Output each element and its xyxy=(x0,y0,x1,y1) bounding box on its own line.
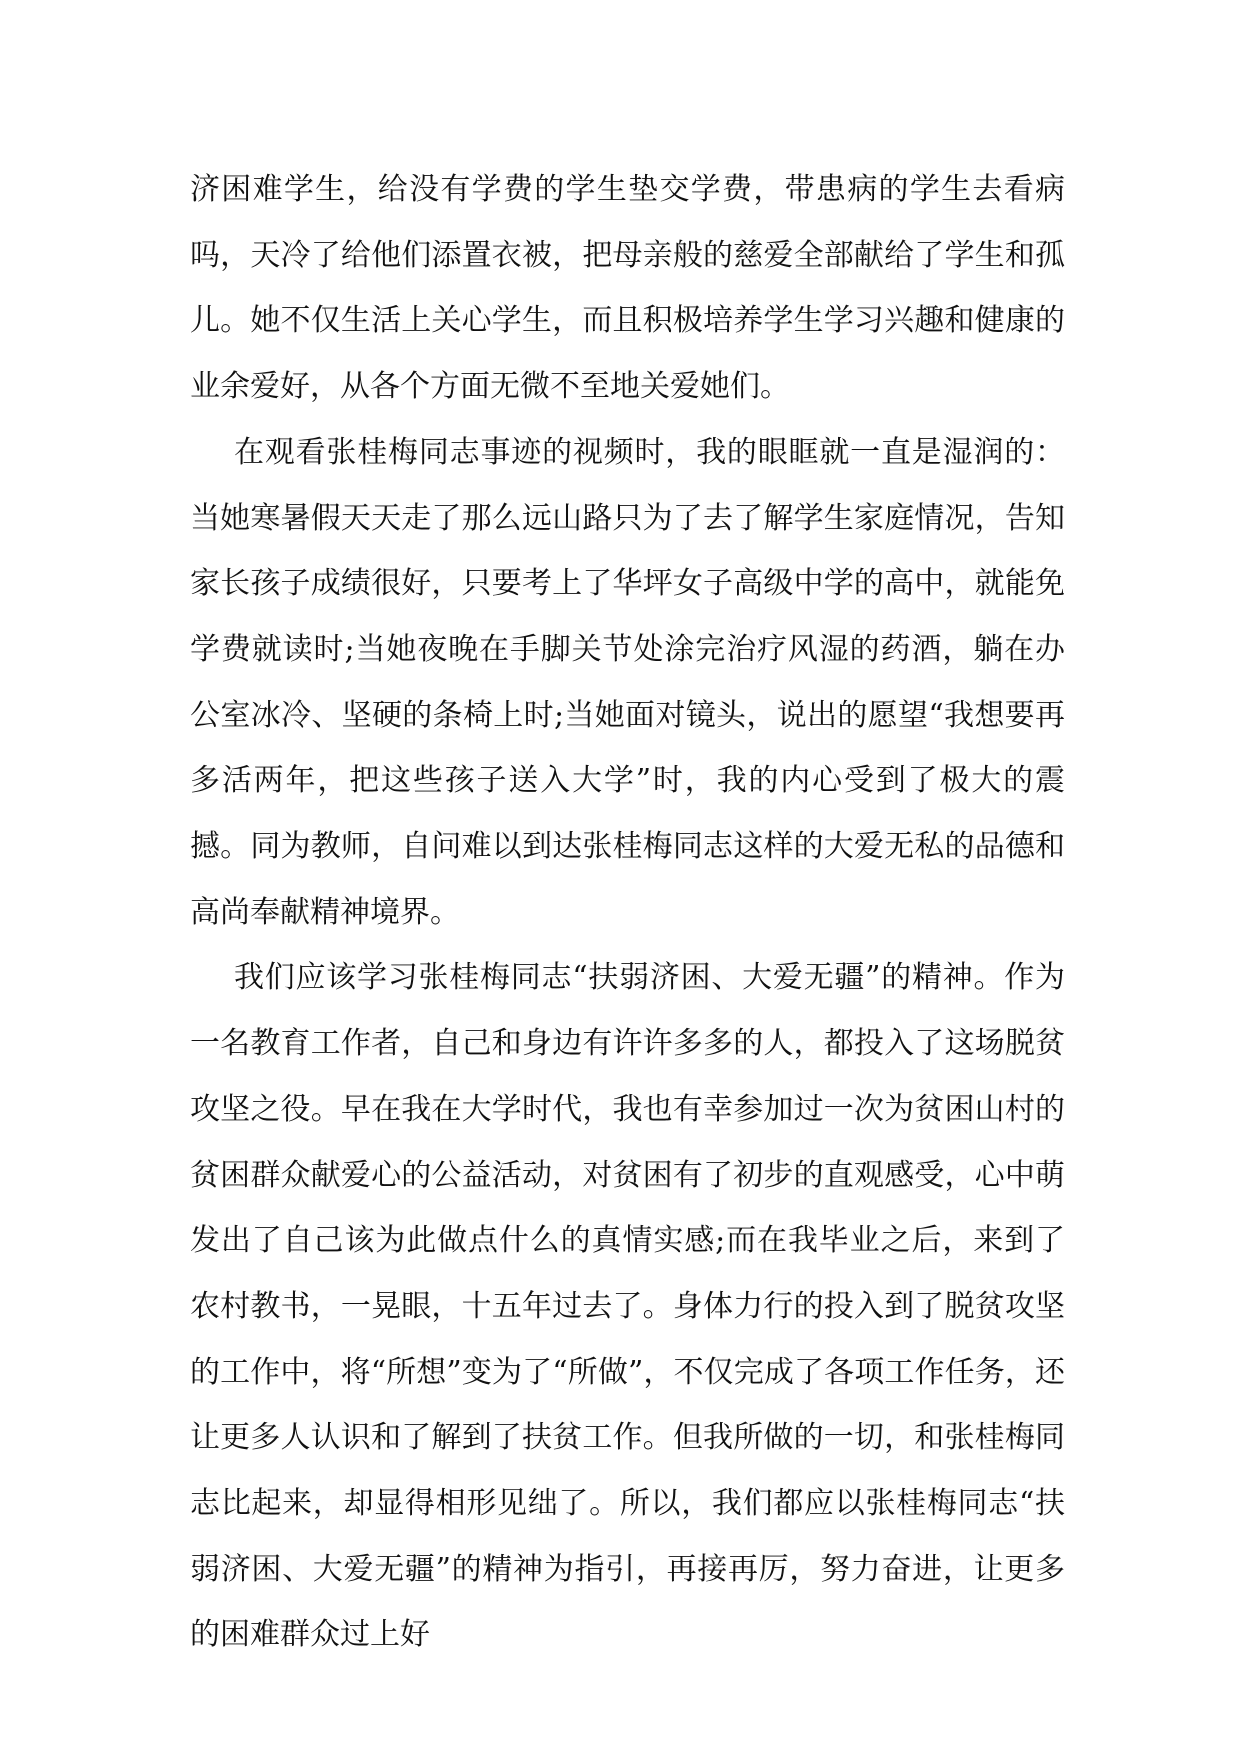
body-text xyxy=(190,157,1065,1668)
paragraph-continued: 济困难学生，给没有学费的学生垫交学费，带患病的学生去看病吗，天冷了给他们添置衣被，把母亲般的慈爱全部献给了学生和孤儿。她不仅生活上关心学生，而且积极培养学生学习兴趣和健康的业余爱好，从各个方面无微不至地关爱她们。 xyxy=(190,172,1065,405)
paragraph-video-reflection: 在观看张桂梅同志事迹的视频时，我的眼眶就一直是湿润的：当她寒暑假天天走了那么远山路只为了去了解学生家庭情况，告知家长孩子成绩很好，只要考上了华坪女子高级中学的高中，就能免学费就读时;当她夜晚在手脚关节处涂完治疗风湿的药酒，躺在办公室冰冷、坚硬的条椅上时;当她面对镜头，说出的愿望“我想要再多活两年，把这些孩子送入大学”时，我的内心受到了极大的震撼。同为教师，自问难以到达张桂梅同志这样的大爱无私的品德和高尚奉献精神境界。 xyxy=(190,434,1065,930)
paragraph-learning-spirit: 我们应该学习张桂梅同志“扶弱济困、大爱无疆”的精神。作为一名教育工作者，自己和身边有许许多多的人，都投入了这场脱贫攻坚之役。早在我在大学时代，我也有幸参加过一次为贫困山村的贫困群众献爱心的公益活动，对贫困有了初步的直观感受，心中萌发出了自己该为此做点什么的真情实感;而在我毕业之后，来到了农村教书，一晃眼，十五年过去了。身体力行的投入到了脱贫攻坚的工作中，将“所想”变为了“所做”，不仅完成了各项工作任务，还让更多人认识和了解到了扶贫工作。但我所做的一切，和张桂梅同志比起来，却显得相形见绌了。所以，我们都应以张桂梅同志“扶弱济困、大爱无疆”的精神为指引，再接再厉，努力奋进，让更多的困难群众过上好 xyxy=(190,960,1065,1653)
